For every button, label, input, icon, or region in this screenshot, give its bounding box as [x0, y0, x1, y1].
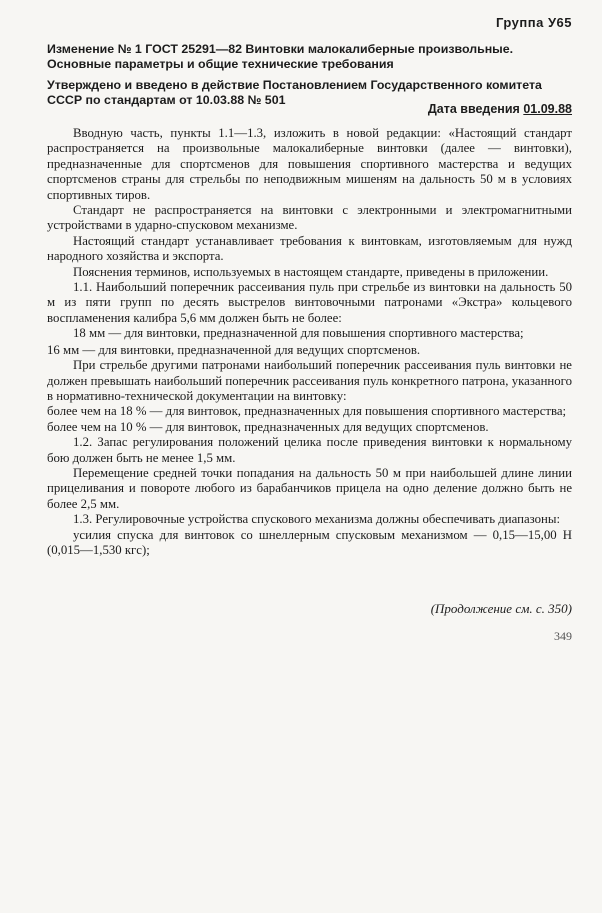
paragraph: 18 мм — для винтовки, предназначенной для повышения спортивного мастерства; — [73, 326, 524, 341]
paragraph: более чем на 18 % — для винтовок, предназначенных для повышения спортивного мастерства; — [47, 404, 567, 419]
paragraph: 1.2. Запас регулирования положений целика после приведения винтовки к нормальному бою должен быть не менее 1,5 мм. — [47, 435, 572, 465]
effective-date — [428, 102, 572, 116]
approval-statement: Утверждено и введено в действие Постановлением Государственного комитета СССР по стандартам от 10.03.88 № 501 — [47, 78, 542, 107]
effective-date-label: Дата введения — [427, 102, 520, 116]
paragraph: При стрельбе другими патронами наибольший поперечник рассеивания пуль винтовки не должен превышать наибольший поперечник рассеивания пуль конкретного патрона, указанного в нормативно-технической документации на винтовку: — [47, 358, 572, 403]
paragraph: Настоящий стандарт устанавливает требования к винтовкам, изготовляемым для нужд народного хозяйства и экспорта. — [47, 233, 572, 264]
paragraph: 16 мм — для винтовки, предназначенной для ведущих спортсменов. — [47, 342, 421, 357]
amendment-title: Изменение № 1 ГОСТ 25291—82 Винтовки малокалиберные произвольные. Основные параметры и общие технические требования — [47, 42, 514, 71]
paragraph: Пояснения терминов, используемых в настоящем стандарте, приведены в приложении. — [73, 264, 549, 279]
paragraph: Вводную часть, пункты 1.1—1.3, изложить в новой редакции: «Настоящий стандарт распространяется на произвольные малокалиберные винтовки (далее — винтовки), предназначенные для спортсменов для повышения спортивного мастерства и ведущих спортсменов страны для стрельбы по неподвижным мишеням на дальность 50 м в условиях спортивных тиров. — [47, 126, 572, 202]
document-body — [47, 126, 572, 558]
effective-date-value: 01.09.88 — [523, 102, 572, 116]
group-label: Группа У65 — [496, 15, 572, 30]
paragraph: Стандарт не распространяется на винтовки с электронными и электромагнитными устройствами в ударно-спусковом механизме. — [47, 203, 572, 233]
paragraph: усилия спуска для винтовок со шнеллерным спусковым механизмом — 0,15—15,00 Н (0,015—1,530 кгс); — [47, 527, 572, 557]
paragraph: более чем на 10 % — для винтовок, предназначенных для ведущих спортсменов. — [47, 419, 489, 434]
continuation-note: (Продолжение см. с. 350) — [430, 601, 572, 616]
paragraph: 1.1. Наибольший поперечник рассеивания пуль при стрельбе из винтовки на дальность 50 м из пяти групп по десять выстрелов винтовочными патронами «Экстра» кольцевого воспламенения калибра 5,6 мм должен быть не более: — [47, 280, 572, 325]
page-number: 349 — [554, 629, 572, 643]
paragraph: Перемещение средней точки попадания на дальность 50 м при наибольшей длине линии прицеливания и повороте любого из барабанчиков прицела на одно деление должно быть не более 2,5 мм. — [47, 465, 572, 511]
paragraph: 1.3. Регулировочные устройства спускового механизма должны обеспечивать диапазоны: — [73, 512, 561, 527]
